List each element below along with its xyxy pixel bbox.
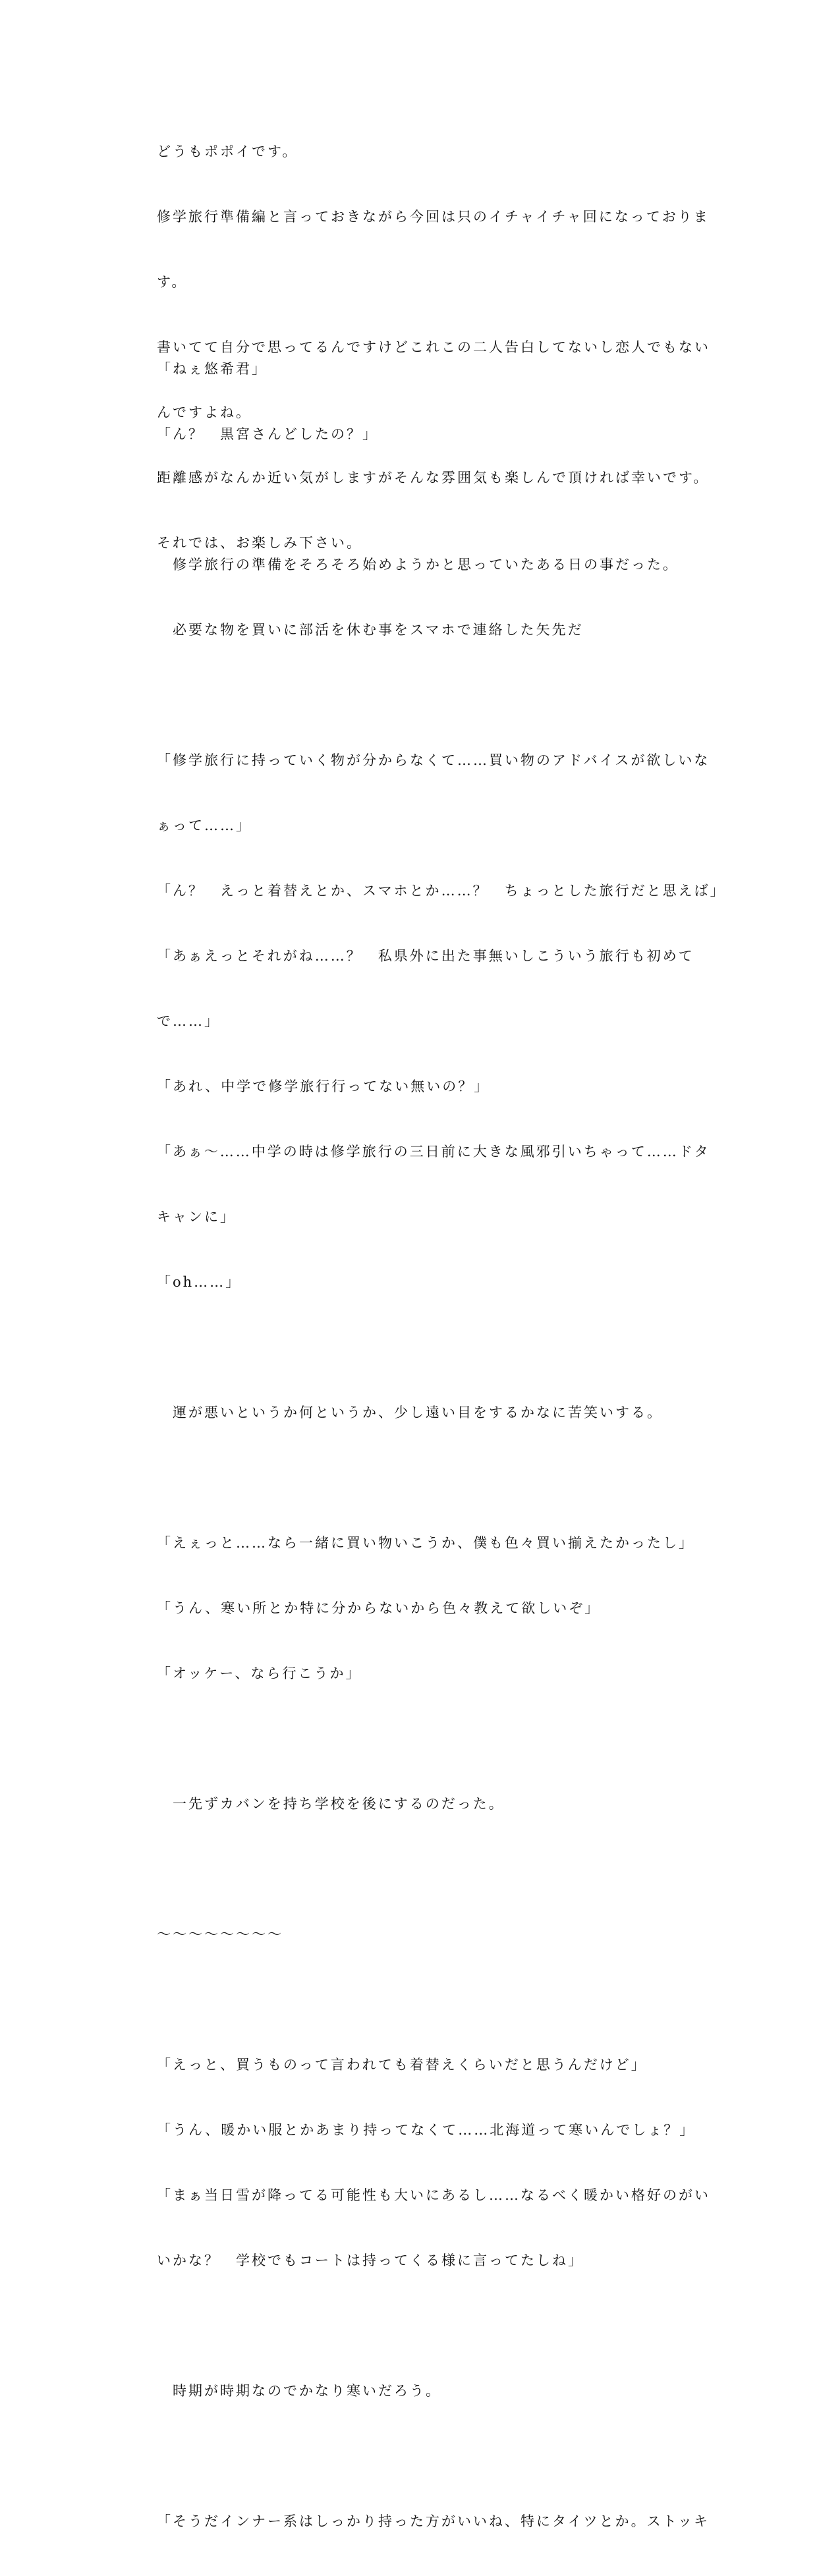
- story-line: [157, 1337, 671, 1358]
- story-line: 「うん、暖かい服とかあまり持ってなくて……北海道って寒いんでしょ？」: [157, 2122, 696, 2138]
- story-line: で……」: [157, 1013, 220, 1029]
- story-line: キャンに」: [157, 1209, 236, 1225]
- scene-break-divider: 〜〜〜〜〜〜〜〜: [157, 1926, 283, 1942]
- story-line: 「あれ、中学で修学旅行行ってない無いの？」: [157, 1078, 490, 1094]
- story-line: いかな？ 学校でもコートは持ってくる様に言ってたしね」: [157, 2253, 584, 2268]
- preface-line: んですよね。: [157, 405, 252, 420]
- story-line: 時期が時期なのでかなり寒いだろう。: [157, 2383, 441, 2399]
- story-line: 「修学旅行に持っていく物が分からなくて……買い物のアドバイスが欲しいな: [157, 752, 710, 768]
- story-line: 「oh……」: [157, 1274, 242, 1290]
- story-line: [157, 685, 671, 706]
- story-line: [157, 1859, 671, 1880]
- preface-line: 修学旅行準備編と言っておきながら今回は只のイチャイチャ回になっておりま: [157, 209, 710, 225]
- story-line: [157, 2446, 671, 2467]
- story-line: 修学旅行の準備をそろそろ始めようかと思っていたある日の事だった。: [157, 557, 679, 573]
- story-line: 「あぁえっとそれがね……？ 私県外に出た事無いしこういう旅行も初めて: [157, 948, 694, 964]
- story-line: 「ねぇ悠希君」: [157, 361, 268, 377]
- story-line: ぁって……」: [157, 818, 252, 833]
- story-line: 「あぁ〜……中学の時は修学旅行の三日前に大きな風邪引いちゃって……ドタ: [157, 1144, 710, 1160]
- preface-line: す。: [157, 274, 188, 290]
- story-line: 運が悪いというか何というか、少し遠い目をするかなに苦笑いする。: [157, 1405, 663, 1420]
- story-line: 「えっと、買うものって言われても着替えくらいだと思うんだけど」: [157, 2057, 647, 2073]
- story-line: [157, 1728, 671, 1750]
- story-line: [157, 2315, 671, 2337]
- story-line: 「うん、寒い所とか特に分からないから色々教えて欲しいぞ」: [157, 1600, 601, 1616]
- preface-line: どうもポポイです。: [157, 144, 298, 159]
- story-line: 「そうだインナー系はしっかり持った方がいいね、特にタイツとか。ストッキ: [157, 2513, 710, 2529]
- story-line: 必要な物を買いに部活を休む事をスマホで連絡した矢先だ: [157, 622, 584, 638]
- story-line: [157, 1989, 671, 2011]
- story-line: [157, 1467, 671, 1489]
- story-line: 一先ずカバンを持ち学校を後にするのだった。: [157, 1796, 505, 1812]
- story-line: 「オッケー、なら行こうか」: [157, 1666, 362, 1681]
- story-line: 「えぇっと……なら一緒に買い物いこうか、僕も色々買い揃えたかったし」: [157, 1535, 694, 1551]
- preface-line: それでは、お楽しみ下さい。: [157, 535, 362, 551]
- preface-line: 距離感がなんか近い気がしますがそんな雰囲気も楽しんで頂ければ幸いです。: [157, 470, 710, 486]
- story-line: [157, 489, 671, 511]
- preface-line: 書いてて自分で思ってるんですけどこれこの二人告白してないし恋人でもない: [157, 339, 710, 355]
- story-line: 「ん？ 黒宮さんどしたの？」: [157, 426, 378, 442]
- story-line: 「まぁ当日雪が降ってる可能性も大いにあるし……なるべく暖かい格好のがい: [157, 2187, 710, 2203]
- story-line: 「ん？ えっと着替えとか、スマホとか……？ ちょっとした旅行だと思えば」: [157, 883, 726, 899]
- story-block: [157, 315, 726, 2576]
